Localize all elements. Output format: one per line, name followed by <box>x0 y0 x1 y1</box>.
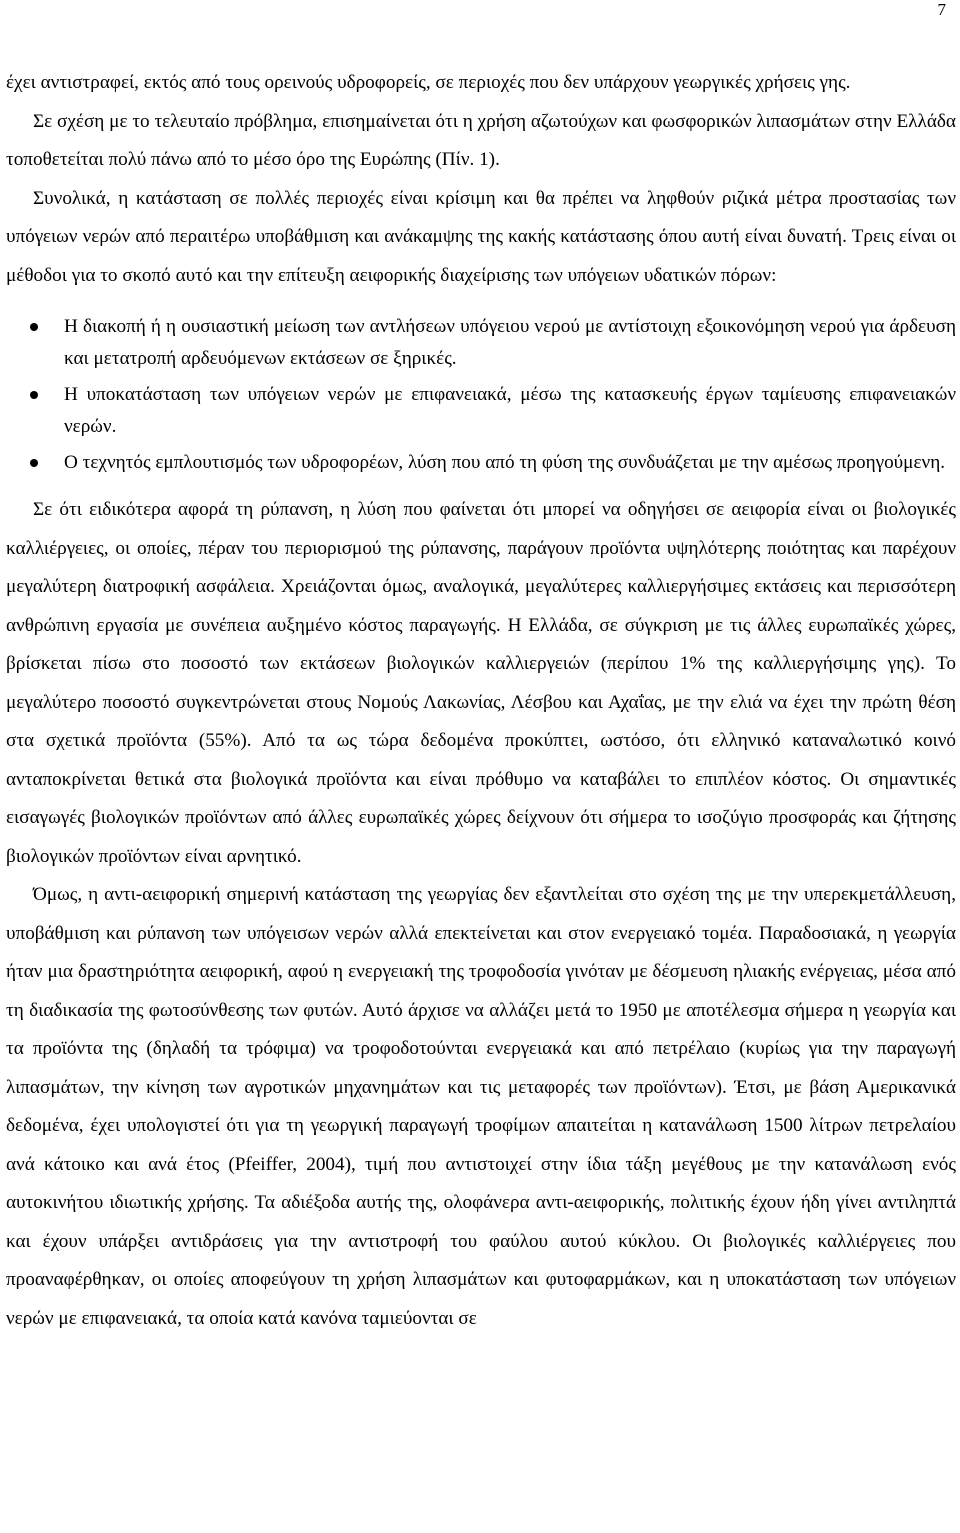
page-number: 7 <box>937 0 946 19</box>
methods-list <box>6 309 956 481</box>
document-body <box>6 64 956 1338</box>
bullet-icon <box>30 459 38 467</box>
paragraph-fertilizer-use: Σε σχέση με το τελευταίο πρόβλημα, επισημαίνεται ότι η χρήση αζωτούχων και φωσφορικών λιπασμάτων στην Ελλάδα τοποθετείται πολύ πάνω από το μέσο όρο της Ευρώπης (Πίν. 1). <box>6 110 956 170</box>
paragraph-overall-situation: Συνολικά, η κατάσταση σε πολλές περιοχές είναι κρίσιμη και θα πρέπει να ληφθούν ριζικά μέτρα προστασίας των υπόγειων νερών από περαιτέρω υποβάθμιση και ανάκαμψης της κακής κατάστασης όπου αυτή είναι δυνατή. Τρεις είναι οι μέθοδοι για το σκοπό αυτό και την επίτευξη αειφορικής διαχείρισης των υπόγειων υδατικών πόρων: <box>6 187 956 286</box>
list-item-text: Η διακοπή ή η ουσιαστική μείωση των αντλήσεων υπόγειου νερού με αντίστοιχη εξοικονόμηση νερού για άρδευση και μετατροπή αρδευόμενων εκτάσεων σε ξηρικές. <box>64 316 956 369</box>
list-item <box>6 309 956 377</box>
bullet-icon <box>30 391 38 399</box>
list-item <box>6 445 956 481</box>
paragraph-energy-sector: Όμως, η αντι-αειφορική σημερινή κατάσταση της γεωργίας δεν εξαντλείται στο σχέση της με την υπερεκμετάλλευση, υποβάθμιση και ρύπανση των υπόγεισων νερών αλλά επεκτείνεται και στον ενεργειακό τομέα. Παραδοσιακά, η γεωργία ήταν μια δραστηριότητα αειφορική, αφού η ενεργειακή της τροφοδοσία γινόταν με δέσμευση ηλιακής ενέργειας, μέσα από τη διαδικασία της φωτοσύνθεσης των φυτών. Αυτό άρχισε να αλλάζει μετά το 1950 με αποτέλεσμα σήμερα η γεωργία και τα προϊόντα της (δηλαδή τα τρόφιμα) να τροφοδοτούνται ενεργειακά και από πετρέλαιο (κυρίως για την παραγωγή λιπασμάτων, την κίνηση των αγροτικών μηχανημάτων και τις μεταφορές των προϊόντων). Έτσι, με βάση Αμερικανικά δεδομένα, έχει υπολογιστεί ότι για τη γεωργική παραγωγή τροφίμων απαιτείται η κατανάλωση 1500 λίτρων πετρελαίου ανά κάτοικο και ανά έτος (Pfeiffer, 2004), τιμή που αντιστοιχεί στην ίδια τάξη μεγέθους με την κατανάλωση ενός αυτοκινήτου ιδιωτικής χρήσης. Τα αδιέξοδα αυτής της, ολοφάνερα αντι-αειφορικής, πολιτικής έχουν ήδη γίνει αντιληπτά και έχουν υπάρξει αντιδράσεις για την αντιστροφή του φαύλου αυτού κύκλου. Οι βιολογικές καλλιέργειες που προαναφέρθηκαν, οι οποίες αποφεύγουν τη χρήση λιπασμάτων και φυτοφαρμάκων, και η υποκατάσταση των υπόγειων νερών με επιφανειακά, τα οποία κατά κανόνα ταμιεύονται σε <box>6 884 956 1329</box>
list-item-text: Η υποκατάσταση των υπόγειων νερών με επιφανειακά, μέσω της κατασκευής έργων ταμίευσης επιφανειακών νερών. <box>64 384 956 437</box>
list-item-text: Ο τεχνητός εμπλουτισμός των υδροφορέων, λύση που από τη φύση της συνδυάζεται με την αμέσως προηγούμενη. <box>64 452 946 473</box>
list-item <box>6 377 956 445</box>
bullet-icon <box>30 323 38 331</box>
paragraph-continuation: έχει αντιστραφεί, εκτός από τους ορεινούς υδροφορείς, σε περιοχές που δεν υπάρχουν γεωργικές χρήσεις γης. <box>6 72 851 93</box>
paragraph-organic-farming: Σε ότι ειδικότερα αφορά τη ρύπανση, η λύση που φαίνεται ότι μπορεί να οδηγήσει σε αειφορία είναι οι βιολογικές καλλιέργειες, οι οποίες, πέραν του περιορισμού της ρύπανσης, παράγουν προϊόντα υψηλότερης ποιότητας και παρέχουν μεγαλύτερη διατροφική ασφάλεια. Χρειάζονται όμως, αναλογικά, μεγαλύτερες καλλιεργήσιμες εκτάσεις και περισσότερη ανθρώπινη εργασία με συνέπεια αυξημένο κόστος παραγωγής. Η Ελλάδα, σε σύγκριση με τις άλλες ευρωπαϊκές χώρες, βρίσκεται πίσω στο ποσοστό των εκτάσεων βιολογικών καλλιεργειών (περίπου 1% της καλλιεργήσιμης γης). Το μεγαλύτερο ποσοστό συγκεντρώνεται στους Νομούς Λακωνίας, Λέσβου και Αχαΐας, με την ελιά να έχει την πρώτη θέση στα σχετικά προϊόντα (55%). Από τα ως τώρα δεδομένα προκύπτει, ωστόσο, ότι ελληνικό καταναλωτικό κοινό ανταποκρίνεται θετικά στα βιολογικά προϊόντα και είναι πρόθυμο να καταβάλει το επιπλέον κόστος. Οι σημαντικές εισαγωγές βιολογικών προϊόντων από άλλες ευρωπαϊκές χώρες δείχνουν ότι σήμερα το ισοζύγιο προσφοράς και ζήτησης βιολογικών προϊόντων είναι αρνητικό. <box>6 499 956 867</box>
